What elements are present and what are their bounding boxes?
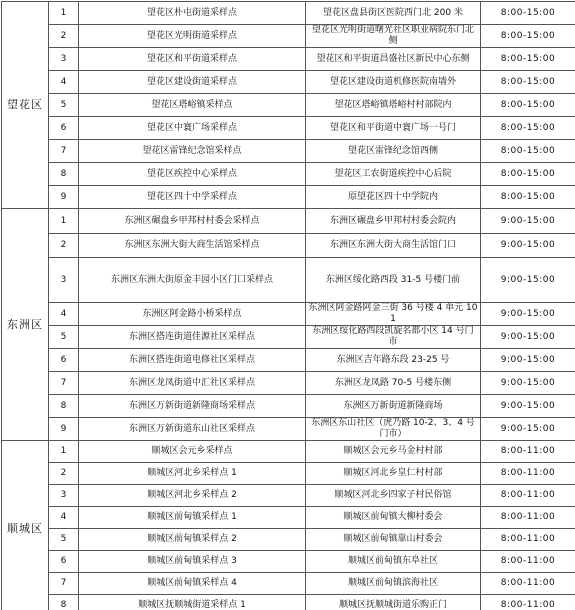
table-row bbox=[2, 395, 575, 418]
time-cell: 8:00-11:00 bbox=[481, 595, 575, 610]
table-row bbox=[2, 595, 575, 610]
row-number-cell: 8 bbox=[49, 395, 79, 418]
site-name-cell: 顺城区河北乡采样点 1 bbox=[79, 463, 306, 485]
row-number-cell: 1 bbox=[49, 209, 79, 234]
district-cell: 望花区 bbox=[2, 2, 49, 209]
site-name-cell: 东洲区阿金路小桥采样点 bbox=[79, 303, 306, 326]
time-cell: 8:00-15:00 bbox=[481, 117, 575, 140]
time-cell: 8:00-11:00 bbox=[481, 441, 575, 463]
site-name-cell: 望花区疾控中心采样点 bbox=[79, 163, 306, 186]
site-name-cell: 望花区建设街道采样点 bbox=[79, 71, 306, 94]
time-cell: 8:00-11:00 bbox=[481, 507, 575, 529]
time-cell: 8:00-11:00 bbox=[481, 573, 575, 595]
address-cell: 顺城区河北乡皇仁村村部 bbox=[306, 463, 481, 485]
address-cell: 顺城区会元乡马金村村部 bbox=[306, 441, 481, 463]
table-row bbox=[2, 551, 575, 573]
time-cell: 9:00-15:00 bbox=[481, 372, 575, 395]
row-number-cell: 8 bbox=[49, 163, 79, 186]
time-cell: 8:00-11:00 bbox=[481, 551, 575, 573]
site-name-cell: 东洲区搭连街道佳源社区采样点 bbox=[79, 326, 306, 349]
row-number-cell: 9 bbox=[49, 418, 79, 441]
time-cell: 8:00-15:00 bbox=[481, 94, 575, 117]
table-row bbox=[2, 349, 575, 372]
table-row bbox=[2, 2, 575, 25]
row-number-cell: 1 bbox=[49, 441, 79, 463]
address-cell: 望花区雷锋纪念馆西侧 bbox=[306, 140, 481, 163]
table-row bbox=[2, 463, 575, 485]
address-cell: 望花区光明街道曙光社区职业病院东门北侧 bbox=[306, 25, 481, 48]
sampling-sites-table bbox=[1, 1, 575, 610]
address-cell: 东洲区东洲大街大商生活馆门口 bbox=[306, 234, 481, 258]
site-name-cell: 顺城区抚顺城街道采样点 1 bbox=[79, 595, 306, 610]
table-body bbox=[2, 2, 575, 610]
address-cell: 东洲区万新街道新隆商场 bbox=[306, 395, 481, 418]
table-row bbox=[2, 303, 575, 326]
table-row bbox=[2, 418, 575, 441]
table-row bbox=[2, 372, 575, 395]
time-cell: 8:00-15:00 bbox=[481, 71, 575, 94]
time-cell: 8:00-15:00 bbox=[481, 163, 575, 186]
site-name-cell: 顺城区河北乡采样点 2 bbox=[79, 485, 306, 507]
time-cell: 9:00-15:00 bbox=[481, 326, 575, 349]
time-cell: 9:00-15:00 bbox=[481, 258, 575, 303]
row-number-cell: 6 bbox=[49, 349, 79, 372]
address-cell: 顺城区抚顺城街道乐购正门 bbox=[306, 595, 481, 610]
table-row bbox=[2, 507, 575, 529]
table-row bbox=[2, 234, 575, 258]
time-cell: 8:00-11:00 bbox=[481, 463, 575, 485]
address-cell: 东洲区东山社区（虎乃路 10-2、3、4 号门市） bbox=[306, 418, 481, 441]
address-cell: 望花区塔峪镇塔峪村村部院内 bbox=[306, 94, 481, 117]
table-row bbox=[2, 209, 575, 234]
time-cell: 8:00-15:00 bbox=[481, 186, 575, 209]
district-cell: 东洲区 bbox=[2, 209, 49, 441]
address-cell: 顺城区前甸镇大柳村委会 bbox=[306, 507, 481, 529]
site-name-cell: 顺城区前甸镇采样点 2 bbox=[79, 529, 306, 551]
row-number-cell: 4 bbox=[49, 303, 79, 326]
site-name-cell: 东洲区龙凤街道中汇社区采样点 bbox=[79, 372, 306, 395]
table-row bbox=[2, 326, 575, 349]
table-row bbox=[2, 485, 575, 507]
site-name-cell: 望花区光明街道采样点 bbox=[79, 25, 306, 48]
address-cell: 望花区工农街道疾控中心后院 bbox=[306, 163, 481, 186]
address-cell: 顺城区河北乡四家子村民俗馆 bbox=[306, 485, 481, 507]
table-row bbox=[2, 94, 575, 117]
address-cell: 顺城区前甸镇靠山村委会 bbox=[306, 529, 481, 551]
time-cell: 8:00-15:00 bbox=[481, 140, 575, 163]
site-name-cell: 望花区塔峪镇采样点 bbox=[79, 94, 306, 117]
site-name-cell: 望花区朴屯街道采样点 bbox=[79, 2, 306, 25]
row-number-cell: 9 bbox=[49, 186, 79, 209]
row-number-cell: 1 bbox=[49, 2, 79, 25]
address-cell: 原望花区四十中学院内 bbox=[306, 186, 481, 209]
site-name-cell: 顺城区前甸镇采样点 3 bbox=[79, 551, 306, 573]
table-row bbox=[2, 48, 575, 71]
row-number-cell: 2 bbox=[49, 25, 79, 48]
address-cell: 望花区建设街道机修医院南墙外 bbox=[306, 71, 481, 94]
address-cell: 东洲区龙凤路 70-5 号楼东侧 bbox=[306, 372, 481, 395]
row-number-cell: 7 bbox=[49, 140, 79, 163]
site-name-cell: 顺城区前甸镇采样点 4 bbox=[79, 573, 306, 595]
table-row bbox=[2, 71, 575, 94]
address-cell: 望花区和平街道昌盛社区新民中心东侧 bbox=[306, 48, 481, 71]
address-cell: 东洲区绥化路西段凯旋名都小区 14 号门市 bbox=[306, 326, 481, 349]
row-number-cell: 6 bbox=[49, 551, 79, 573]
address-cell: 东洲区绥化路西段 31-5 号楼门前 bbox=[306, 258, 481, 303]
site-name-cell: 望花区中寰广场采样点 bbox=[79, 117, 306, 140]
site-name-cell: 东洲区搭连街道电修社区采样点 bbox=[79, 349, 306, 372]
site-name-cell: 顺城区前甸镇采样点 1 bbox=[79, 507, 306, 529]
table-row bbox=[2, 117, 575, 140]
site-name-cell: 东洲区东洲大街大商生活馆采样点 bbox=[79, 234, 306, 258]
time-cell: 9:00-15:00 bbox=[481, 418, 575, 441]
row-number-cell: 8 bbox=[49, 595, 79, 610]
address-cell: 东洲区吉年路东段 23-25 号 bbox=[306, 349, 481, 372]
row-number-cell: 3 bbox=[49, 485, 79, 507]
table-row bbox=[2, 25, 575, 48]
address-cell: 顺城区前甸镇滨海社区 bbox=[306, 573, 481, 595]
time-cell: 9:00-15:00 bbox=[481, 349, 575, 372]
site-name-cell: 望花区四十中学采样点 bbox=[79, 186, 306, 209]
address-cell: 顺城区前甸镇东阜社区 bbox=[306, 551, 481, 573]
row-number-cell: 2 bbox=[49, 234, 79, 258]
time-cell: 8:00-15:00 bbox=[481, 2, 575, 25]
row-number-cell: 3 bbox=[49, 258, 79, 303]
site-name-cell: 东洲区东洲大街原金丰园小区门口采样点 bbox=[79, 258, 306, 303]
table-row bbox=[2, 441, 575, 463]
address-cell: 东洲区碾盘乡甲邦村村委会院内 bbox=[306, 209, 481, 234]
row-number-cell: 6 bbox=[49, 117, 79, 140]
address-cell: 望花区和平街道中寰广场一号门 bbox=[306, 117, 481, 140]
time-cell: 9:00-15:00 bbox=[481, 234, 575, 258]
row-number-cell: 4 bbox=[49, 507, 79, 529]
time-cell: 8:00-11:00 bbox=[481, 485, 575, 507]
row-number-cell: 7 bbox=[49, 372, 79, 395]
row-number-cell: 5 bbox=[49, 94, 79, 117]
time-cell: 8:00-15:00 bbox=[481, 48, 575, 71]
row-number-cell: 2 bbox=[49, 463, 79, 485]
site-name-cell: 东洲区碾盘乡甲邦村村委会采样点 bbox=[79, 209, 306, 234]
table-row bbox=[2, 573, 575, 595]
time-cell: 8:00-15:00 bbox=[481, 25, 575, 48]
row-number-cell: 5 bbox=[49, 529, 79, 551]
site-name-cell: 望花区雷锋纪念馆采样点 bbox=[79, 140, 306, 163]
row-number-cell: 7 bbox=[49, 573, 79, 595]
address-cell: 东洲区阿金路阿金三街 36 号楼 4 单元 101 bbox=[306, 303, 481, 326]
time-cell: 8:00-11:00 bbox=[481, 529, 575, 551]
site-name-cell: 望花区和平街道采样点 bbox=[79, 48, 306, 71]
time-cell: 9:00-15:00 bbox=[481, 209, 575, 234]
district-cell: 顺城区 bbox=[2, 441, 49, 610]
row-number-cell: 3 bbox=[49, 48, 79, 71]
table-row bbox=[2, 140, 575, 163]
time-cell: 9:00-15:00 bbox=[481, 303, 575, 326]
site-name-cell: 顺城区会元乡采样点 bbox=[79, 441, 306, 463]
table-row bbox=[2, 186, 575, 209]
table-row bbox=[2, 529, 575, 551]
site-name-cell: 东洲区万新街道新隆商场采样点 bbox=[79, 395, 306, 418]
row-number-cell: 5 bbox=[49, 326, 79, 349]
address-cell: 望花区盘县街区医院西门北 200 米 bbox=[306, 2, 481, 25]
table-row bbox=[2, 163, 575, 186]
time-cell: 9:00-15:00 bbox=[481, 395, 575, 418]
row-number-cell: 4 bbox=[49, 71, 79, 94]
table-row bbox=[2, 258, 575, 303]
site-name-cell: 东洲区万新街道东山社区采样点 bbox=[79, 418, 306, 441]
